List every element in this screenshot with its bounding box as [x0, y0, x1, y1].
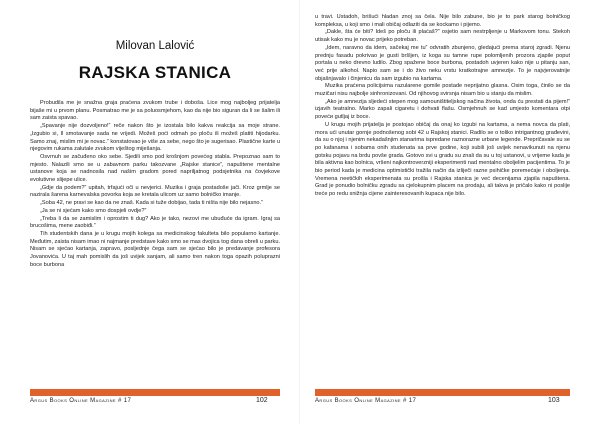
paragraph: „Dakle, šta će biti? Ideš po ploču ili plaćaš?” osjetio sam nestrpljenje u Markovom tonu. Stekoh utisak kako mu je novac prijeko potreban.	[315, 29, 570, 44]
story-title: RAJSKA STANICA	[78, 63, 232, 82]
page-number: 102	[256, 397, 268, 404]
left-body-text	[30, 100, 280, 269]
paragraph: „Gdje da podem?” upitah, trfajući oči u nevjerici. Muzika i graja postadoše jači. Kroz grmlje se nazirala šarena karnevalska povorka koja se kretala ulicom uz samo bolničko imanje.	[30, 184, 280, 199]
paragraph: „Spavanje nije dozvoljeno!” reče nakon što je izostala bilo kakva reakcija sa moje strane. „Izgubio si, Il smotavanje sada ne vrijedi. Možeš poći odmah po ploču ili možeš platiti hijodarku. Samo znaj, mislim mi je novac.” konstatovao je više za sebe, nego što je sugerisao. Plastične karte u njegovim rukama zalutale zvukom viještog miješanja.	[30, 123, 280, 153]
footer-accent-bar	[315, 389, 570, 396]
paragraph: Muzika praćena policijsima razularene gomile postade neprijatno glasna. Osim toga, činilo se da muzičari nisu najbolje sinhronizovani. Od njihovog svirsnja nisam bio u stanju da mislim.	[315, 83, 570, 98]
footer-accent-bar	[30, 389, 280, 396]
right-body-text	[315, 14, 570, 199]
paragraph: u travi. Ustadoh, brišući hladan znoj sa čela. Nije bilo zabune, bio je to park starog bolničkog kompleksa, u koji smo i mali običaj odlaziti da se kockamo i pijemo.	[315, 14, 570, 28]
paragraph: „Soba 42, ne pravi se kao da ne znaš. Kada si tuže dobijao, tada ti ništa nije bilo nejasno.”	[40, 200, 263, 207]
paragraph: „Ja se ni sjećam kako smo dospjeli ovdje?”	[40, 207, 147, 214]
paragraph: Probudila me je snažna graja praćena zvukom trube i doboša. Lice mog najboljeg prijatelja bijaše mi u prvom planu. Posmatrao me je sa poluosmjehom, kao da nije bio siguran da li se šalim ili sam zaista spavao.	[30, 100, 280, 122]
paragraph: „Idem, naravno da idem, sačekaj me tu” odvratih zbunjeno, gledajući prema staroj zgradi. Njenu prednju fasadu pokrivao je gusti bršljen, iz koga su tamne rupe polomljenih prozora zjapile poput portala u neko drevno ludilo. Zbog spaženе boce burbona, postadoh uvjeren kako nije u pitanju san, već prije alkohol. Napio sam se i do živo neku vrstu kratkotrajne amnezije. To je najvjerovatnije objašnjavalo i činjenicu da sam izgubio na kartama.	[315, 44, 570, 82]
page-number: 103	[548, 397, 560, 404]
paragraph: „Ako je amnezija sljedeći stepen mog samouništiteljskog načina života, onda ću prestati da pijem!” izjavih teatralno. Marko zapali cigaretu i dohvati flašu. Osmjehnuh se kad umjesto komentara otpi povećи gutljaj iz boce.	[315, 98, 570, 121]
footer-magazine-name: Argus Books Online Magazine # 17	[30, 398, 132, 404]
footer-magazine-name: Argus Books Online Magazine # 17	[315, 398, 417, 404]
author-name: Milovan Lalović	[115, 40, 195, 52]
paragraph: Osvrnuh se začuđeno oko sebe. Sjedili smo pod krošnjom povećeg stabla. Prepoznao sam to mjesto. Nalazili smo se u zabavnom parku takozvane „Rajske stanice”, napuštene mentalne ustanove koja se nadnosila nad našim gradom pored napriljatnog podsjetnika na čovjekove evolutivne slijepe ulice.	[30, 153, 280, 184]
paragraph: „Treba li da se zamislim i oprostim ti dug? Ako je tako, nezovi me ubuđuće da igram. Igraj sa brucošima, mene zaobiđi.”	[30, 215, 280, 230]
page-spine	[299, 0, 300, 424]
paragraph: U krugu mojih prijatelja je postojao običaj da onaj ko izgubi na kartama, a nema novca da plati, mora ući unutar gornje podnošenog sobi 42 u Rajskoj stanici. Radilo se o toliko intrigantnog građevini, da su o njoj i njenim nekadašnjim stanarima ispredane raznorazne urbane legende. Prepričavale su se po kafanama i sobama onih studenata sa prve godine, koji subili još uvijek nenavikunuti na njenu gotsku pojavu na brdu povše grada. Gotovo svi u gradu su znali da su u toj ustanovi, u vrijeme kada je bila aktivna kao bolnica, vršeni najkontroverzniji eksperimenti nad mentalno oboljelim pacijentima. To je bio period kada je medicina optimistički tražila način da izliječi razne psihičke poremećaje i oboljenja. Vremena neetičkih eksperimenata su prošla i Rajska stanica je već decenijama zjapila napuštena. Grad je ponudio bolničku zgradu sa cjelokupnim placem na prodaju, ali takva je pričalo kako ni poslije treće po redu snižnja cijene zainteresovanih kupaca nije bilo.	[315, 121, 570, 198]
paragraph: Tih studentskih dana je u krugu mojih kolega sa medicinskog fakulteta bilo popularno kartanje. Međutim, zaista nisam imao ni najmanje predstave kako smo se mas dvojica tog dana obreli u parku. Nisam se sjećao kartanja, zapravo, posljednje čega sam se sjećao bilo je predavanje profesora Jovanovića. U taj mah pomislih da još uvijek sanjam, ali samo tren nakon toga opazih poluprazni boce burbona	[30, 230, 280, 268]
